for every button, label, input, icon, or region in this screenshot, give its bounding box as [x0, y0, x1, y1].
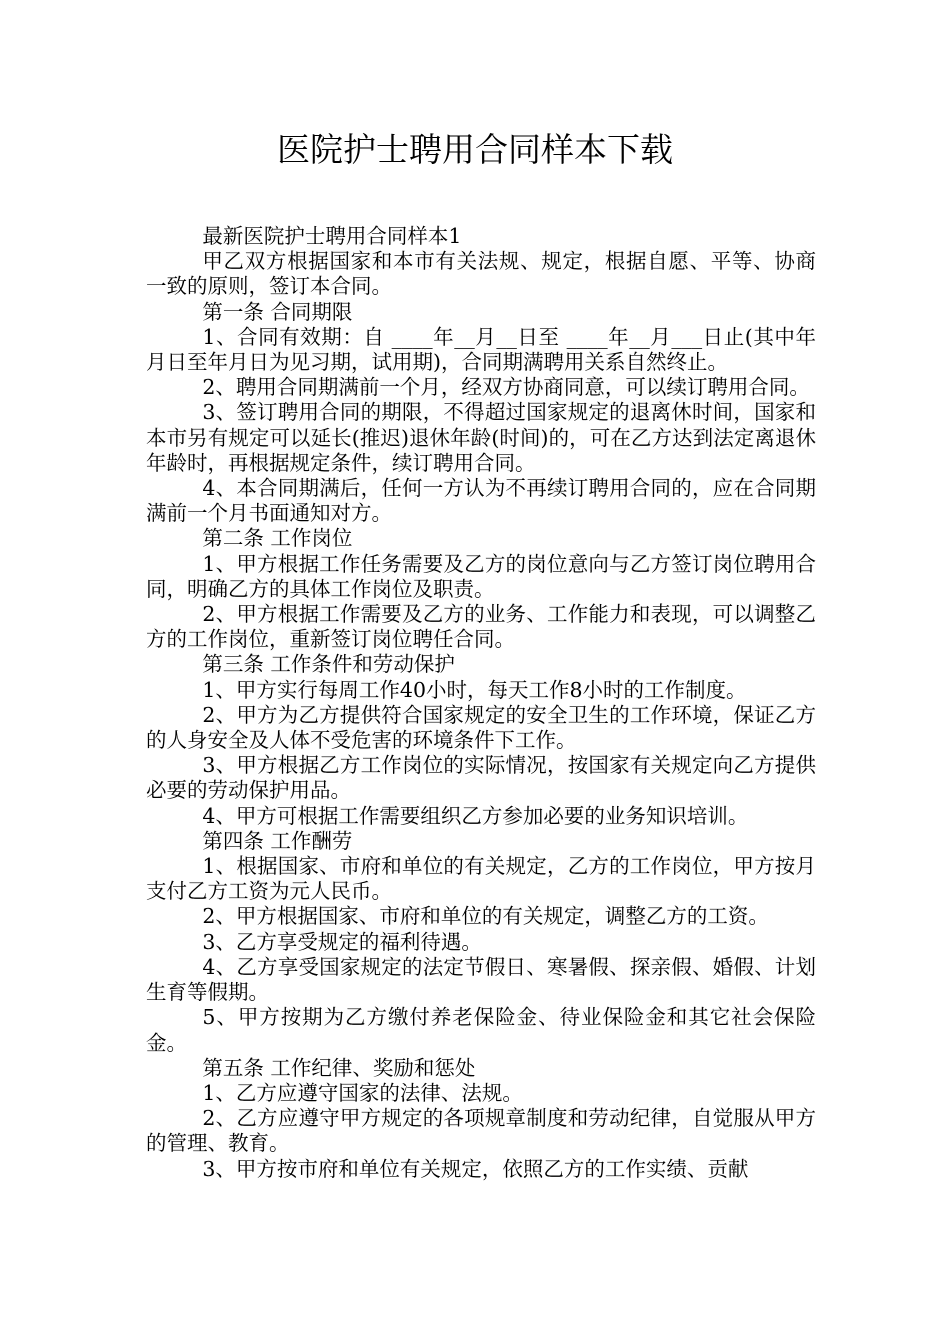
paragraph: 3、乙方享受规定的福利待遇。 — [202, 929, 482, 954]
paragraph: 4、甲方可根据工作需要组织乙方参加必要的业务知识培训。 — [202, 803, 749, 828]
paragraph-heading: 最新医院护士聘用合同样本1 — [202, 224, 462, 248]
section-heading: 第二条 工作岗位 — [202, 526, 353, 551]
paragraph: 1、甲方根据工作任务需要及乙方的岗位意向与乙方签订岗位聘用合同，明确乙方的具体工作岗位及职责。 — [146, 551, 816, 601]
paragraph: 2、甲方根据工作需要及乙方的业务、工作能力和表现，可以调整乙方的工作岗位，重新签订岗位聘任合同。 — [146, 602, 816, 652]
document-title: 医院护士聘用合同样本下载 — [277, 130, 673, 169]
paragraph: 3、甲方按市府和单位有关规定，依照乙方的工作实绩、贡献 — [202, 1156, 749, 1181]
paragraph: 1、根据国家、市府和单位的有关规定，乙方的工作岗位，甲方按月支付乙方工资为元人民币。 — [146, 854, 816, 904]
paragraph: 2、甲方根据国家、市府和单位的有关规定，调整乙方的工资。 — [202, 904, 769, 929]
paragraph: 4、本合同期满后，任何一方认为不再续订聘用合同的，应在合同期满前一个月书面通知对方。 — [146, 476, 816, 526]
paragraph: 2、聘用合同期满前一个月，经双方协商同意，可以续订聘用合同。 — [202, 375, 810, 400]
paragraph: 1、合同有效期：自 ____年__月__日至 ____年__月___日止(其中年月日至年月日为见习期，试用期)，合同期满聘用关系自然终止。 — [146, 324, 816, 375]
paragraph: 2、甲方为乙方提供符合国家规定的安全卫生的工作环境，保证乙方的人身安全及人体不受危害的环境条件下工作。 — [146, 702, 816, 753]
document-body — [146, 224, 816, 1182]
paragraph: 1、甲方实行每周工作40小时，每天工作8小时的工作制度。 — [202, 677, 747, 702]
paragraph: 甲乙双方根据国家和本市有关法规、规定，根据自愿、平等、协商一致的原则，签订本合同。 — [146, 249, 816, 299]
paragraph: 5、甲方按期为乙方缴付养老保险金、待业保险金和其它社会保险金。 — [146, 1005, 816, 1055]
paragraph: 2、乙方应遵守甲方规定的各项规章制度和劳动纪律，自觉服从甲方的管理、教育。 — [146, 1106, 816, 1156]
section-heading: 第一条 合同期限 — [202, 299, 353, 324]
paragraph: 1、乙方应遵守国家的法律、法规。 — [202, 1080, 523, 1105]
section-heading: 第四条 工作酬劳 — [202, 828, 353, 853]
section-heading: 第三条 工作条件和劳动保护 — [202, 652, 455, 677]
paragraph: 3、签订聘用合同的期限，不得超过国家规定的退离休时间，国家和本市另有规定可以延长(推迟)退休年龄(时间)的，可在乙方达到法定离退休年龄时，再根据规定条件，续订聘用合同。 — [146, 400, 816, 475]
paragraph: 4、乙方享受国家规定的法定节假日、寒暑假、探亲假、婚假、计划生育等假期。 — [146, 954, 816, 1005]
paragraph: 3、甲方根据乙方工作岗位的实际情况，按国家有关规定向乙方提供必要的劳动保护用品。 — [146, 753, 816, 803]
section-heading: 第五条 工作纪律、奖励和惩处 — [202, 1055, 476, 1080]
